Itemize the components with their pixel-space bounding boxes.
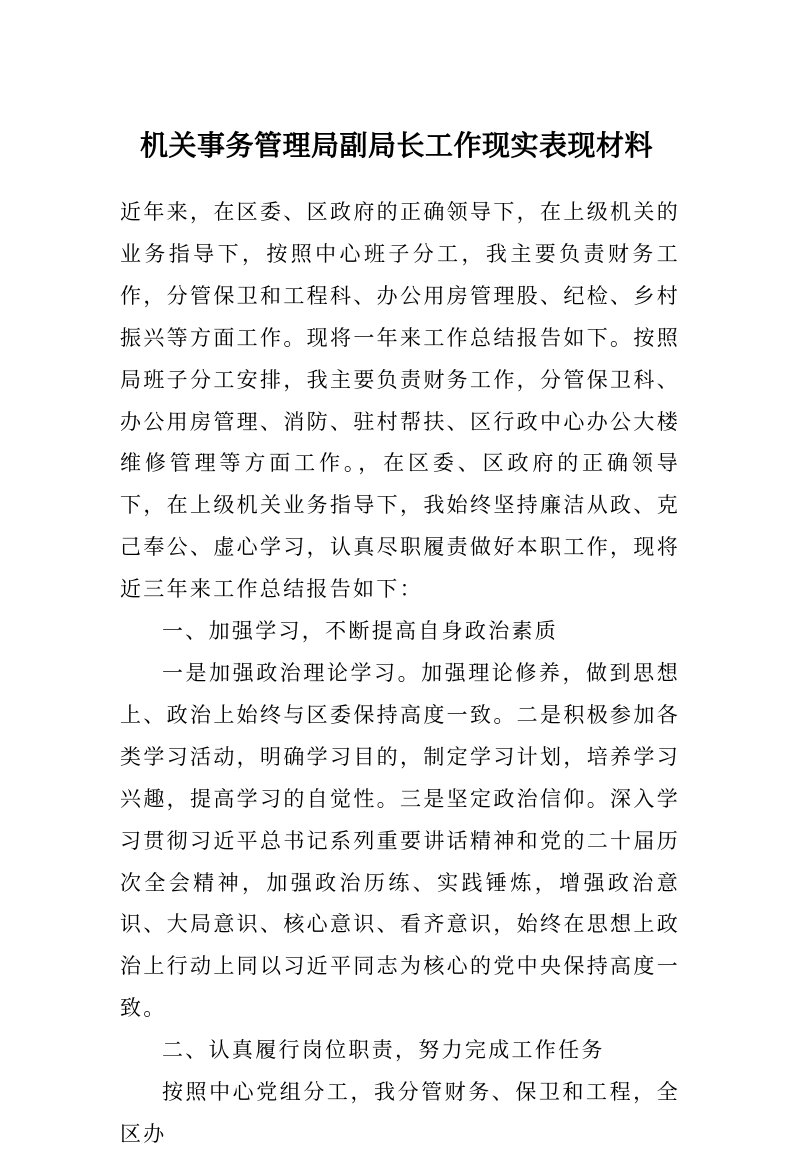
document-title: 机关事务管理局副局长工作现实表现材料 xyxy=(139,129,653,162)
document-body xyxy=(120,192,680,1156)
intro-paragraph: 近年来，在区委、区政府的正确领导下，在上级机关的业务指导下，按照中心班子分工，我主要负责财务工作，分管保卫和工程科、办公用房管理股、纪检、乡村振兴等方面工作。现将一年来工作总结报告如下。按照局班子分工安排，我主要负责财务工作，分管保卫科、办公用房管理、消防、驻村帮扶、区行政中心办公大楼维修管理等方面工作。，在区委、区政府的正确领导下，在上级机关业务指导下，我始终坚持廉洁从政、克己奉公、虚心学习，认真尽职履责做好本职工作，现将近三年来工作总结报告如下： xyxy=(120,200,680,602)
section-2-paragraph: 按照中心党组分工，我分管财务、保卫和工程，全区办 xyxy=(120,1080,680,1146)
section-heading-2: 二、认真履行岗位职责，努力完成工作任务 xyxy=(162,1038,605,1063)
section-heading-1: 一、加强学习，不断提高自身政治素质 xyxy=(162,619,559,644)
section-1-paragraph: 一是加强政治理论学习。加强理论修养，做到思想上、政治上始终与区委保持高度一致。二是积极参加各类学习活动，明确学习目的，制定学习计划，培养学习兴趣，提高学习的自觉性。三是坚定政治信仰。深入学习贯彻习近平总书记系列重要讲话精神和党的二十届历次全会精神，加强政治历练、实践锤炼，增强政治意识、大局意识、核心意识、看齐意识，始终在思想上政治上行动上同以习近平同志为核心的党中央保持高度一致。 xyxy=(120,660,680,1021)
